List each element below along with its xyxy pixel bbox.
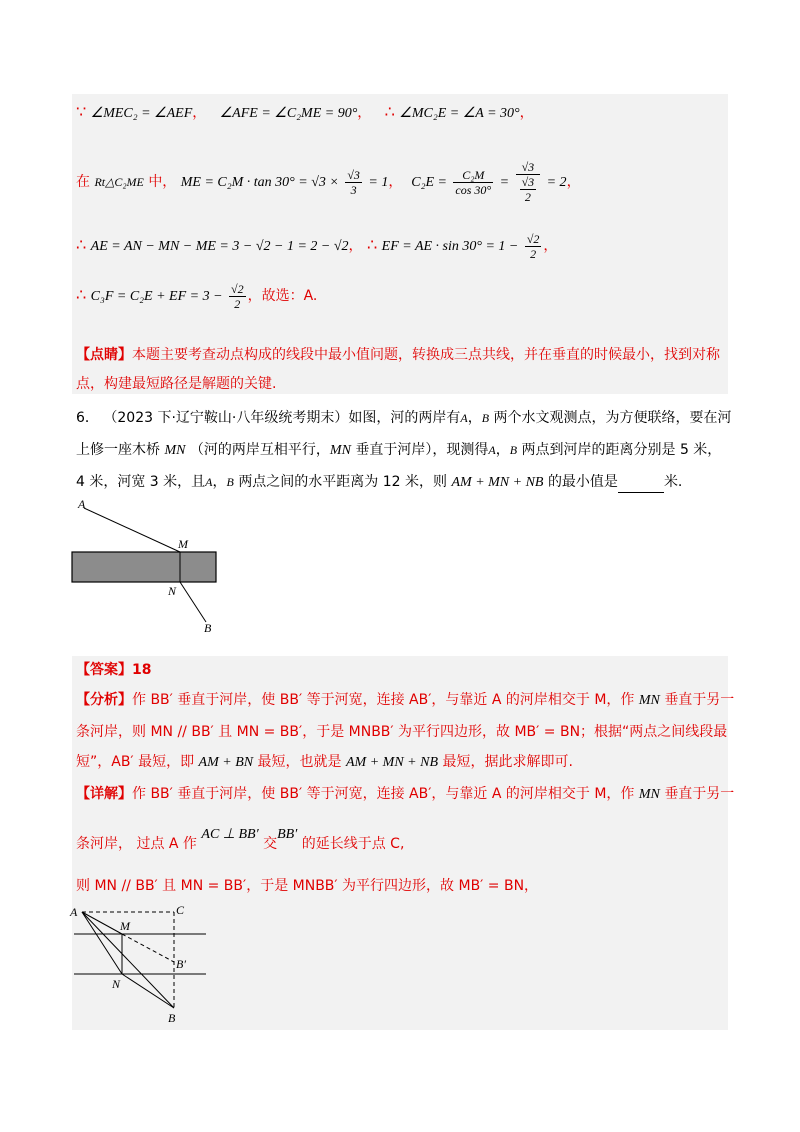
label-N: N [168,584,177,598]
analysis-line-3: 短”，AB′ 最短，即 AM + BN 最短，也就是 AM + MN + NB 最短，据此求解即可. [76,754,573,770]
label-M: M [120,919,130,933]
segment-AN [82,912,122,974]
detail-line-2: 条河岸， 过点 A 作 AC ⊥ BB′ 交BB′ 的延长线于点 C, [76,827,405,852]
detail-line-1: 【详解】作 BB′ 垂直于河岸，使 BB′ 等于河宽，连接 AB′，与靠近 A 的河岸相交于 M，作 MN 垂直于另一 [76,786,735,802]
solution-line-1: ∵ ∠MEC₂ = ∠AEF， ∠AFE = ∠C₂ME = 90°， ∴ ∠MC₂E = ∠A = 30°， [76,102,534,121]
analysis-line-2: 条河岸，则 MN // BB′ 且 MN = BB′，于是 MNBB′ 为平行四边形，故 MB′ = BN；根据“两点之间线段最 [76,724,728,740]
comment-line-2: 点，构建最短路径是解题的关键. [76,376,277,392]
segment-AM [84,508,180,552]
label-N: N [112,977,121,991]
figure-river-bridge [60,494,240,639]
solution-line-4: ∴ C₃F = C₂E + EF = 3 − $\frac{√2}{2}$ ，故选：A. [76,281,318,311]
problem-line-1: 6． （2023 下·辽宁鞍山·八年级统考期末）如图，河的两岸有A，B 两个水文观测点，为方便联络，要在河 [76,410,732,426]
solution-line-3: ∴ AE = AN − MN − ME = 3 − √2 − 1 = 2 − √2， ∴ EF = AE · sin 30° = 1 − $\frac{√2}{2}$ ， [76,231,558,261]
answer-line: 【答案】18 [76,662,152,678]
label-B-prime: B′ [176,957,186,971]
river-shape [72,552,216,582]
detail-line-3: 则 MN // BB′ 且 MN = BB′，于是 MNBB′ 为平行四边形，故 MB′ = BN， [76,878,539,894]
segment-NB [122,974,174,1008]
label-M: M [178,537,188,551]
segment-NB [180,582,206,622]
label-C: C [176,903,185,917]
problem-line-3: 4 米，河宽 3 米，且A，B 两点之间的水平距离为 12 米，则 AM + MN + NB 的最小值是 米. [76,472,682,493]
solution-line-2: 在 Rt△C₂ME 中， ME = C₂M · tan 30° = √3 × $\frac{√3}{3}$ = 1， C₂E = $\frac{\text{C₂M}}{\cos 30^\circ}$ = $\frac{√3}{\frac{√3}{2}}$ = 2， [76,160,581,204]
figure-solution-diagram [66,900,216,1028]
label-B: B [168,1011,176,1025]
label-A: A [70,905,78,919]
answer-blank [618,478,664,493]
segment-AM [82,912,122,934]
label-B: B [204,621,212,635]
segment-MB-prime [122,934,174,962]
comment-line-1: 【点睛】本题主要考查动点构成的线段中最小值问题，转换成三点共线，并在垂直的时候最小，找到对称 [76,347,720,363]
analysis-line-1: 【分析】作 BB′ 垂直于河岸，使 BB′ 等于河宽，连接 AB′，与靠近 A 的河岸相交于 M，作 MN 垂直于另一 [76,692,735,708]
label-A: A [78,497,86,511]
problem-line-2: 上修一座木桥 MN （河的两岸互相平行，MN 垂直于河岸），现测得A，B 两点到河岸的距离分别是 5 米， [76,442,722,458]
